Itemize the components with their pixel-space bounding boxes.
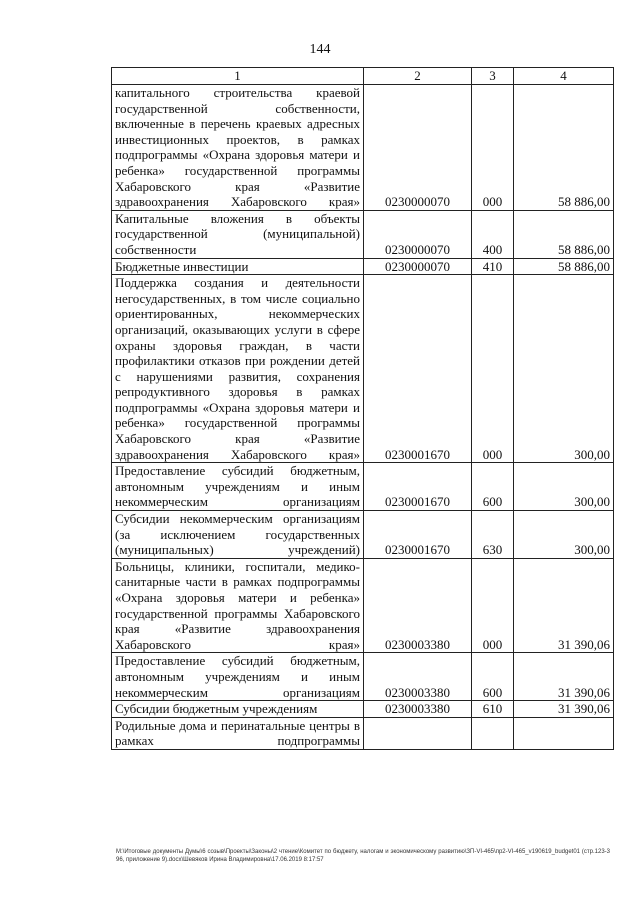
table-row	[112, 511, 614, 559]
row-code: 0230001670	[364, 511, 472, 559]
row-code: 0230003380	[364, 558, 472, 653]
page-number: 144	[309, 42, 331, 57]
column-header-kind: 3	[472, 68, 514, 85]
row-code: 0230000070	[364, 210, 472, 258]
row-name: Поддержка создания и деятельности негосударственных, в том числе социально ориентированных, некоммерческих организаций, оказывающих услуги в сфере охраны здоровья граждан, в части профилактики отказов при рождении детей с нарушениями развития, сохранения репродуктивного здоровья в рамках подпрограммы «Охрана здоровья матери и ребенка» государственной программы Хабаровского края «Развитие здравоохранения Хабаровского края»	[112, 275, 364, 463]
table-row	[112, 210, 614, 258]
row-name: Субсидии бюджетным учреждениям	[112, 701, 364, 718]
row-name: Больницы, клиники, госпитали, медико-санитарные части в рамках подпрограммы «Охрана здоровья матери и ребенка» государственной программы Хабаровского края «Развитие здравоохранения Хабаровского края»	[112, 558, 364, 653]
row-kind: 410	[472, 258, 514, 275]
row-amount: 31 390,06	[514, 558, 614, 653]
row-name: Субсидии некоммерческим организациям (за исключением государственных (муниципальных) учреждений)	[112, 511, 364, 559]
row-amount: 300,00	[514, 511, 614, 559]
column-header-amount: 4	[514, 68, 614, 85]
row-code: 0230001670	[364, 275, 472, 463]
row-kind: 000	[472, 275, 514, 463]
row-kind	[472, 717, 514, 749]
table-row	[112, 275, 614, 463]
row-name: капитального строительства краевой государственной собственности, включенные в перечень краевых адресных инвестиционных проектов, в рамках подпрограммы «Охрана здоровья матери и ребенка» государственной программы Хабаровского края «Развитие здравоохранения Хабаровского края»	[112, 85, 364, 211]
row-kind: 600	[472, 653, 514, 701]
row-kind: 000	[472, 85, 514, 211]
row-kind: 000	[472, 558, 514, 653]
row-kind: 630	[472, 511, 514, 559]
table-row	[112, 717, 614, 749]
row-amount: 31 390,06	[514, 653, 614, 701]
row-code: 0230000070	[364, 258, 472, 275]
table-row	[112, 463, 614, 511]
row-kind: 400	[472, 210, 514, 258]
column-header-name: 1	[112, 68, 364, 85]
table-row	[112, 558, 614, 653]
row-amount: 300,00	[514, 463, 614, 511]
row-name: Предоставление субсидий бюджетным, автономным учреждениям и иным некоммерческим организациям	[112, 463, 364, 511]
row-amount: 300,00	[514, 275, 614, 463]
table-row	[112, 258, 614, 275]
row-amount	[514, 717, 614, 749]
row-name: Родильные дома и перинатальные центры в рамках подпрограммы	[112, 717, 364, 749]
row-amount: 58 886,00	[514, 210, 614, 258]
row-name: Капитальные вложения в объекты государственной (муниципальной) собственности	[112, 210, 364, 258]
row-amount: 58 886,00	[514, 85, 614, 211]
table-row	[112, 653, 614, 701]
budget-table	[111, 67, 614, 750]
row-code: 0230000070	[364, 85, 472, 211]
row-code: 0230003380	[364, 701, 472, 718]
table-header-row	[112, 68, 614, 85]
row-kind: 600	[472, 463, 514, 511]
row-name: Бюджетные инвестиции	[112, 258, 364, 275]
document-path-footer: M:\Итоговые документы Думы\6 созыв\Проекты\Законы\2 чтение\Комитет по бюджету, налогам и экономическому развитию\ЗП-VI-465\пр2-VI-465_v190619_budget01 (стр.123-396, приложение 9).docx\Шевяков Ирина Владимировна\17.06.2019 8:17:57	[116, 849, 610, 863]
table-row	[112, 85, 614, 211]
row-code	[364, 717, 472, 749]
row-kind: 610	[472, 701, 514, 718]
row-amount: 31 390,06	[514, 701, 614, 718]
row-code: 0230003380	[364, 653, 472, 701]
row-code: 0230001670	[364, 463, 472, 511]
row-name: Предоставление субсидий бюджетным, автономным учреждениям и иным некоммерческим организациям	[112, 653, 364, 701]
column-header-code: 2	[364, 68, 472, 85]
row-amount: 58 886,00	[514, 258, 614, 275]
table-row	[112, 701, 614, 718]
